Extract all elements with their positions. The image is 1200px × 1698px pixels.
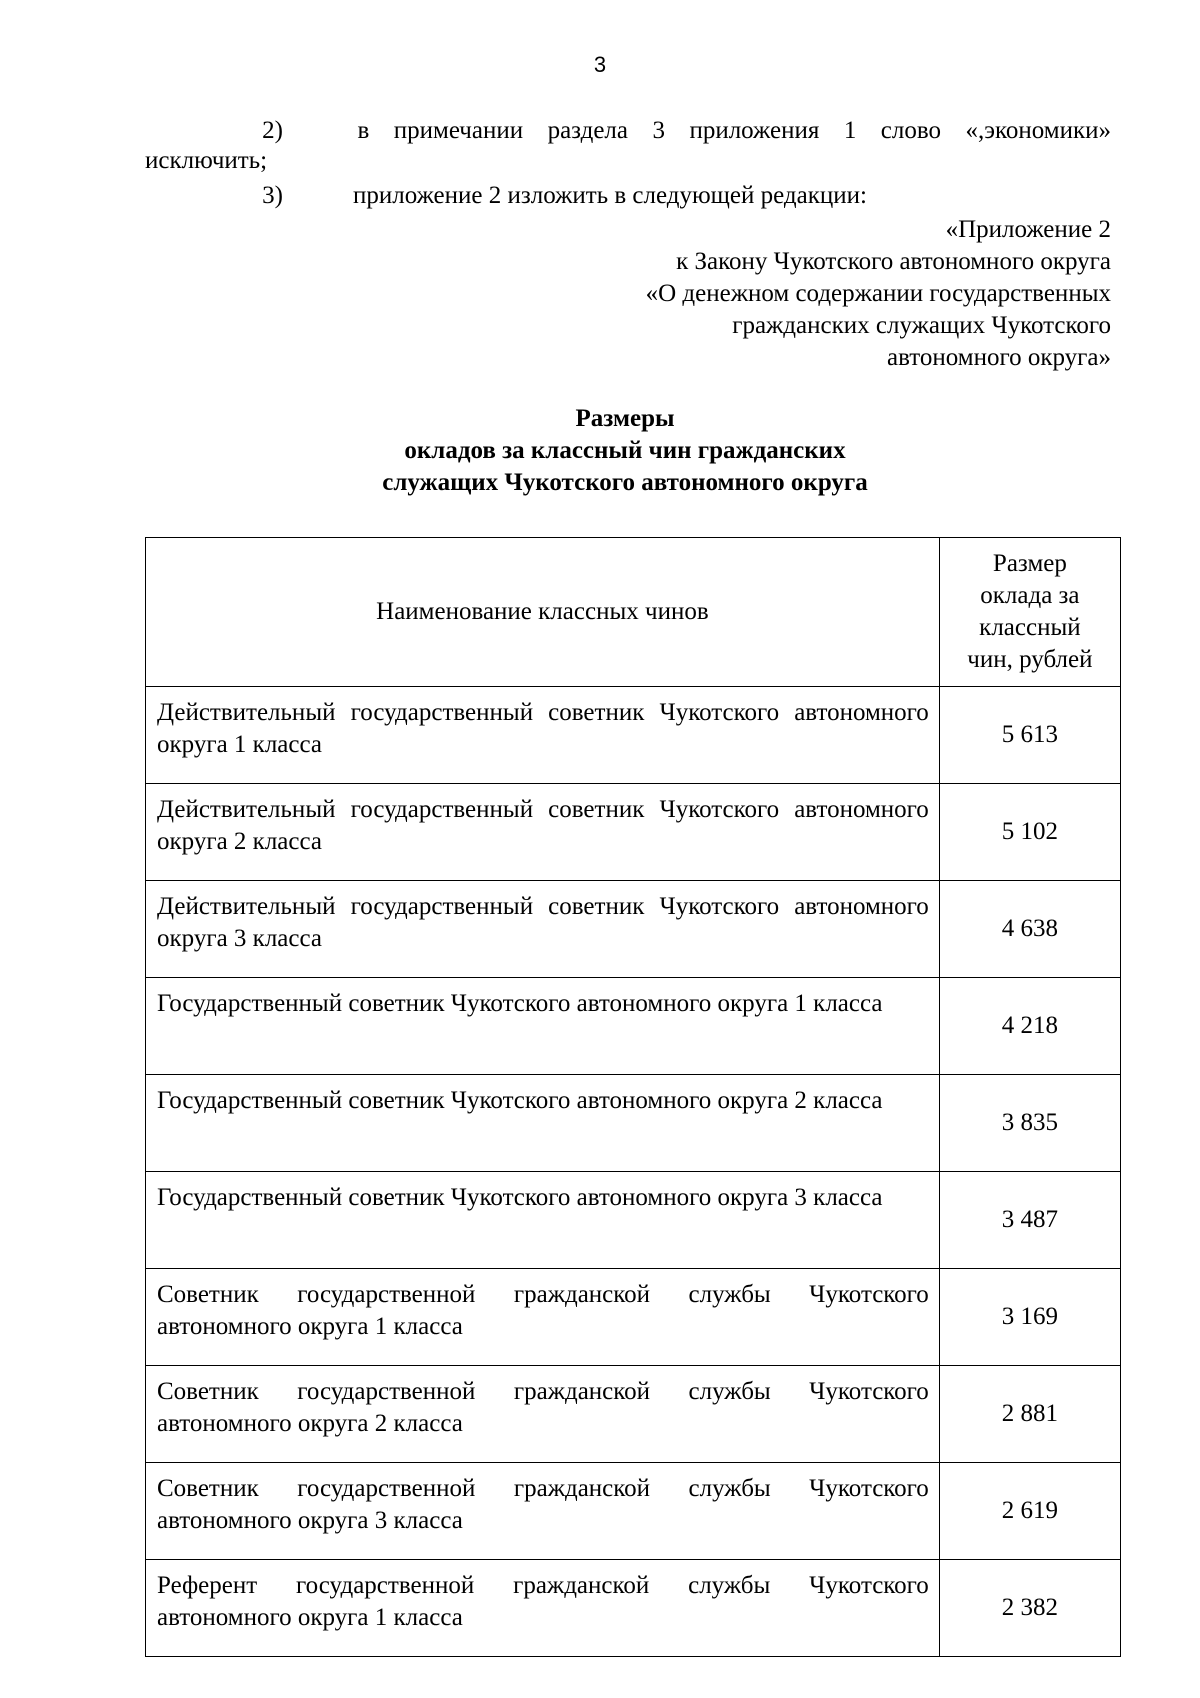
salary-value: 2 881: [939, 1366, 1120, 1463]
amendment-item-2-number: 2): [262, 117, 283, 144]
class-rank-name: Государственный советник Чукотского автономного округа 3 класса: [146, 1172, 940, 1269]
salary-value: 4 638: [939, 881, 1120, 978]
amendment-item-2-word: 1: [843, 117, 857, 144]
header-salary-size-line: чин, рублей: [967, 646, 1093, 673]
table-row: [146, 784, 1121, 881]
table-title-line: служащих Чукотского автономного округа: [382, 469, 868, 496]
table-row: [146, 1172, 1121, 1269]
appendix-reference-line: «Приложение 2: [945, 216, 1111, 243]
salary-table: [145, 537, 1121, 1657]
appendix-reference-line: гражданских служащих Чукотского: [732, 312, 1111, 339]
amendment-item-2-word: приложения: [689, 117, 820, 144]
table-row: [146, 1269, 1121, 1366]
class-rank-name: Советник государственной гражданской службы Чукотского автономного округа 1 класса: [146, 1269, 940, 1366]
amendment-item-2-word: примечании: [393, 117, 524, 144]
class-rank-name: Действительный государственный советник Чукотского автономного округа 3 класса: [146, 881, 940, 978]
table-row: [146, 881, 1121, 978]
class-rank-name: Референт государственной гражданской службы Чукотского автономного округа 1 класса: [146, 1560, 940, 1657]
salary-value: 4 218: [939, 978, 1120, 1075]
amendment-item-2-word: раздела: [547, 117, 628, 144]
salary-value: 5 613: [939, 687, 1120, 784]
header-class-rank-name: Наименование классных чинов: [146, 538, 940, 687]
salary-value: 3 169: [939, 1269, 1120, 1366]
salary-value: 3 487: [939, 1172, 1120, 1269]
page-number: 3: [593, 52, 607, 77]
amendment-item-2-word: слово: [880, 117, 942, 144]
class-rank-name: Советник государственной гражданской службы Чукотского автономного округа 2 класса: [146, 1366, 940, 1463]
header-salary-size-line: оклада за: [980, 582, 1080, 609]
table-row: [146, 1075, 1121, 1172]
header-salary-size-line: классный: [979, 614, 1081, 641]
class-rank-name: Государственный советник Чукотского автономного округа 1 класса: [146, 978, 940, 1075]
amendment-item-2-word: в: [357, 117, 370, 144]
appendix-reference-line: «О денежном содержании государственных: [645, 280, 1111, 307]
amendment-item-2-continuation: исключить;: [145, 147, 268, 174]
amendment-item-3-number: 3): [262, 182, 283, 209]
appendix-reference: [646, 214, 1111, 374]
amendment-item-3-text: приложение 2 изложить в следующей редакции:: [353, 182, 867, 209]
class-rank-name: Государственный советник Чукотского автономного округа 2 класса: [146, 1075, 940, 1172]
amendment-item-2-word: 3: [652, 117, 665, 144]
salary-value: 2 382: [939, 1560, 1120, 1657]
table-title: [0, 403, 1200, 499]
table-row: [146, 978, 1121, 1075]
class-rank-name: Советник государственной гражданской службы Чукотского автономного округа 3 класса: [146, 1463, 940, 1560]
table-header-row: [146, 538, 1121, 687]
salary-value: 2 619: [939, 1463, 1120, 1560]
salary-value: 5 102: [939, 784, 1120, 881]
table-row: [146, 687, 1121, 784]
header-salary-size: [939, 538, 1120, 687]
table-row: [146, 1463, 1121, 1560]
table-row: [146, 1366, 1121, 1463]
header-salary-size-line: Размер: [992, 550, 1067, 577]
appendix-reference-line: к Закону Чукотского автономного округа: [676, 248, 1111, 275]
table-row: [146, 1560, 1121, 1657]
class-rank-name: Действительный государственный советник Чукотского автономного округа 2 класса: [146, 784, 940, 881]
salary-value: 3 835: [939, 1075, 1120, 1172]
amendment-item-3: [145, 181, 867, 211]
class-rank-name: Действительный государственный советник Чукотского автономного округа 1 класса: [146, 687, 940, 784]
amendment-item-2-word: «,экономики»: [965, 117, 1111, 144]
amendment-item-2: [145, 116, 1111, 146]
table-title-line: окладов за классный чин гражданских: [404, 437, 846, 464]
table-title-line: Размеры: [575, 405, 675, 432]
appendix-reference-line: автономного округа»: [886, 344, 1111, 371]
